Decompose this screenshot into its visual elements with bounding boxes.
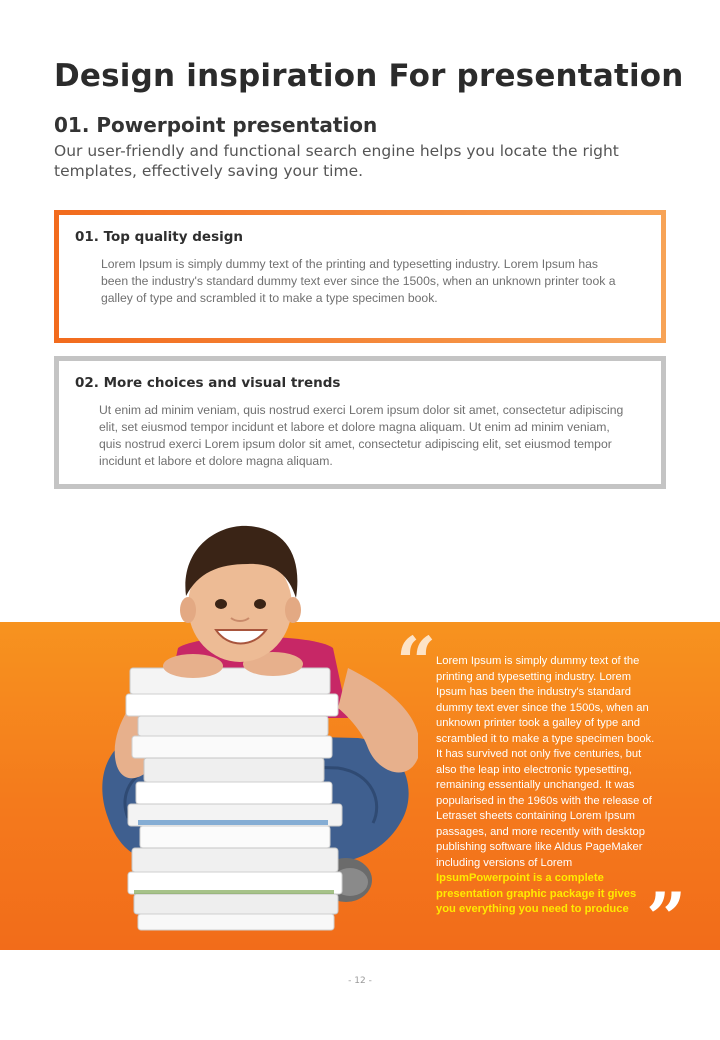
feature-card-title: 01. Top quality design — [75, 229, 244, 245]
section-subtitle: 01. Powerpoint presentation — [54, 113, 378, 137]
page-number: - 12 - — [348, 976, 372, 986]
quote-body: Lorem Ipsum is simply dummy text of the printing and typesetting industry. Lorem Ipsum has been the industry's standard dummy text ever since the 1500s, when an unknown printer took a galley of type and scrambled it to make a type specimen book. It has survived not only five centuries, but also the leap into electronic typesetting, remaining essentially unchanged. It was popularised in the 1960s with the release of Letraset sheets containing Lorem Ipsum passages, and more recently with desktop publishing software like Aldus PageMaker including versions of Lorem — [436, 655, 655, 869]
quote-highlight: IpsumPowerpoint is a complete presentation graphic package it gives you everything you need to produce — [436, 872, 637, 915]
quote-close-icon: ” — [646, 877, 687, 960]
feature-card-body — [59, 215, 661, 338]
feature-card-more-choices — [54, 356, 666, 489]
feature-card-text: Lorem Ipsum is simply dummy text of the printing and typesetting industry. Lorem Ipsum has been the industry's standard dummy text ever since the 1500s, when an unknown printer took a galley of type and scrambled it to make a type specimen book. — [101, 257, 616, 305]
banner-quote-text — [436, 654, 658, 918]
feature-card-title: 02. More choices and visual trends — [75, 375, 341, 391]
feature-card-top-quality — [54, 210, 666, 343]
intro-text: Our user-friendly and functional search engine helps you locate the right templates, effectively saving your time. — [54, 142, 619, 180]
child-with-books-photo — [88, 518, 418, 932]
feature-card-body — [59, 361, 661, 484]
feature-card-text: Ut enim ad minim veniam, quis nostrud exerci Lorem ipsum dolor sit amet, consectetur adipiscing elit, set eiusmod tempor incidunt et labore et dolore magna aliquam. Ut enim ad minim veniam, quis nostrud exerci Lorem ipsum dolor sit amet, consectetur adipiscing elit, set eiusmod tempor incidunt et labore et dolore magna aliquam. — [99, 403, 624, 468]
quote-open-icon: “ — [396, 621, 437, 704]
page-title: Design inspiration For presentation — [54, 58, 684, 94]
